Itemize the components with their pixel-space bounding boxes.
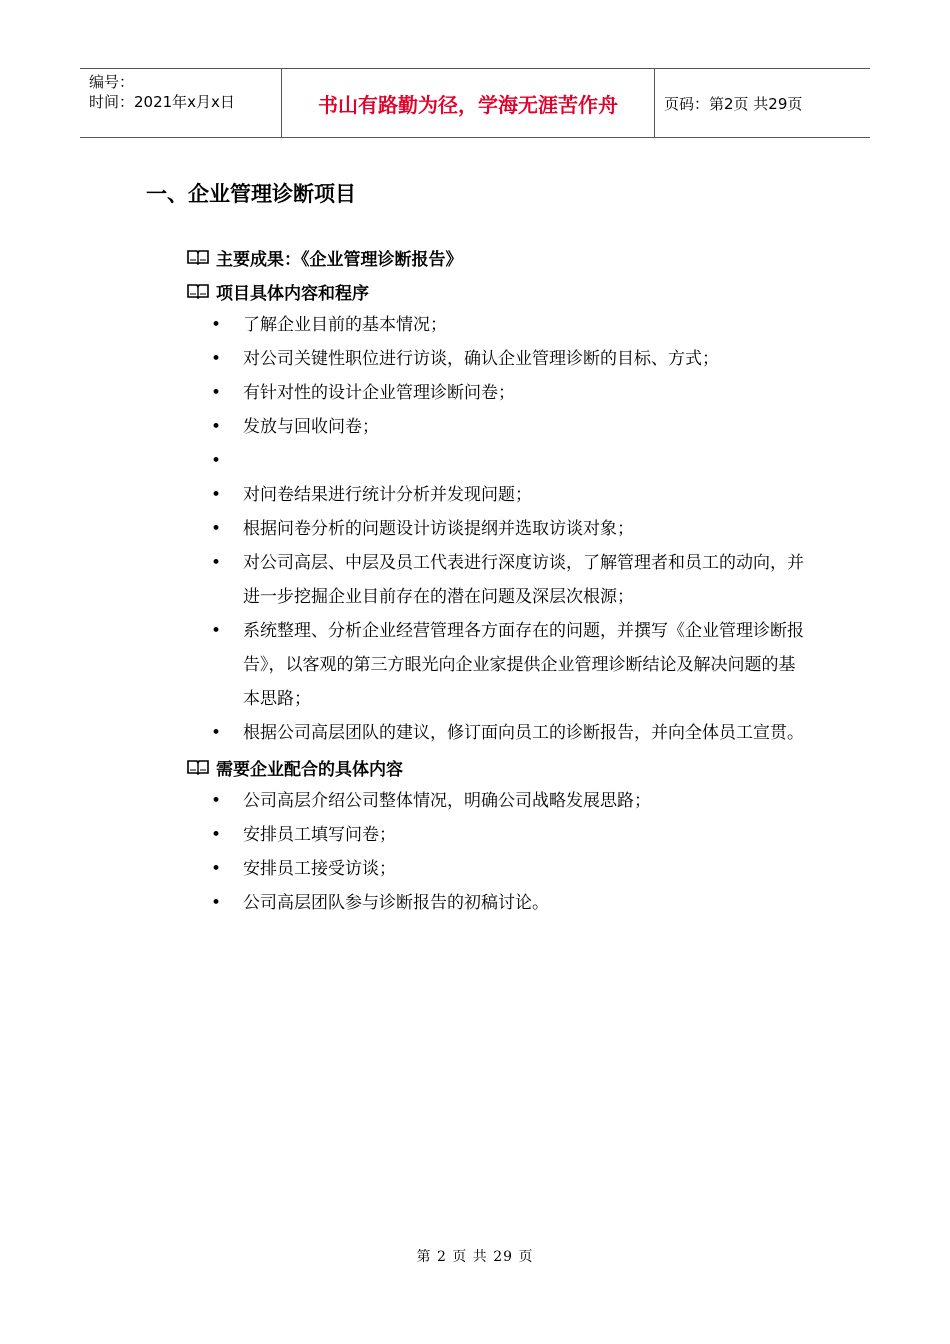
cooperation-title: 需要企业配合的具体内容 [216, 759, 403, 780]
list-item-text: 系统整理、分析企业经营管理各方面存在的问题，并撰写《企业管理诊断报告》，以客观的第三方眼光向企业家提供企业管理诊断结论及解决问题的基本思路； [243, 621, 804, 709]
header-meta [80, 69, 282, 137]
bullet-icon: • [211, 723, 222, 743]
list-item-text: 安排员工填写问卷； [243, 825, 396, 845]
list-item [187, 512, 808, 546]
main-result-text: 主要成果：《企业管理诊断报告》 [216, 249, 463, 270]
bullet-icon: • [211, 485, 222, 505]
cooperation-list [187, 784, 827, 920]
bullet-icon: • [211, 791, 222, 811]
list-item [187, 546, 808, 614]
number-label: 编号： [89, 73, 135, 91]
procedure-heading [187, 274, 827, 308]
list-item-text: 根据公司高层团队的建议，修订面向员工的诊断报告，并向全体员工宣贯。 [243, 723, 804, 743]
list-item [187, 784, 808, 818]
list-item [187, 376, 808, 410]
main-result-heading [187, 240, 827, 274]
list-item-text: 对问卷结果进行统计分析并发现问题； [243, 485, 532, 505]
procedure-list [187, 308, 827, 750]
cooperation-heading [187, 750, 827, 784]
list-item [187, 478, 808, 512]
bullet-icon: • [211, 621, 222, 641]
page-footer: 第 2 页 共 29 页 [416, 1249, 534, 1265]
list-item-text: 发放与回收问卷； [243, 417, 379, 437]
list-item-text: 了解企业目前的基本情况； [243, 315, 447, 335]
list-item [187, 614, 808, 716]
list-item [187, 818, 808, 852]
list-item-text: 公司高层团队参与诊断报告的初稿讨论。 [243, 893, 549, 913]
list-item-text: 根据问卷分析的问题设计访谈提纲并选取访谈对象； [243, 519, 634, 539]
bullet-icon: • [211, 383, 222, 403]
list-item [187, 342, 808, 376]
list-item [187, 886, 808, 920]
page-header [80, 68, 870, 138]
list-item [187, 410, 808, 444]
procedure-title: 项目具体内容和程序 [216, 283, 369, 304]
bullet-icon: • [211, 553, 222, 573]
list-item-text: 安排员工接受访谈； [243, 859, 396, 879]
bullet-icon: • [211, 893, 222, 913]
book-icon [187, 283, 209, 299]
bullet-icon: • [211, 451, 222, 471]
list-item-text: 对公司高层、中层及员工代表进行深度访谈，了解管理者和员工的动向，并进一步挖掘企业目前存在的潜在问题及深层次根源； [243, 553, 804, 607]
list-item-text: 对公司关键性职位进行访谈，确认企业管理诊断的目标、方式； [243, 349, 719, 369]
bullet-icon: • [211, 349, 222, 369]
section-title: 一、企业管理诊断项目 [146, 182, 356, 206]
section-content [187, 240, 827, 920]
header-page-info: 页码：第2页 共29页 [664, 94, 803, 113]
list-item [187, 444, 808, 478]
bullet-icon: • [211, 417, 222, 437]
book-icon [187, 759, 209, 775]
list-item-text: 公司高层介绍公司整体情况，明确公司战略发展思路； [243, 791, 651, 811]
date-label: 时间：2021年x月x日 [89, 93, 235, 111]
list-item [187, 852, 808, 886]
bullet-icon: • [211, 519, 222, 539]
list-item [187, 716, 808, 750]
bullet-icon: • [211, 825, 222, 845]
book-icon [187, 249, 209, 265]
list-item [187, 308, 808, 342]
header-motto: 书山有路勤为径，学海无涯苦作舟 [282, 69, 655, 137]
list-item-text: 有针对性的设计企业管理诊断问卷； [243, 383, 515, 403]
bullet-icon: • [211, 859, 222, 879]
bullet-icon: • [211, 315, 222, 335]
